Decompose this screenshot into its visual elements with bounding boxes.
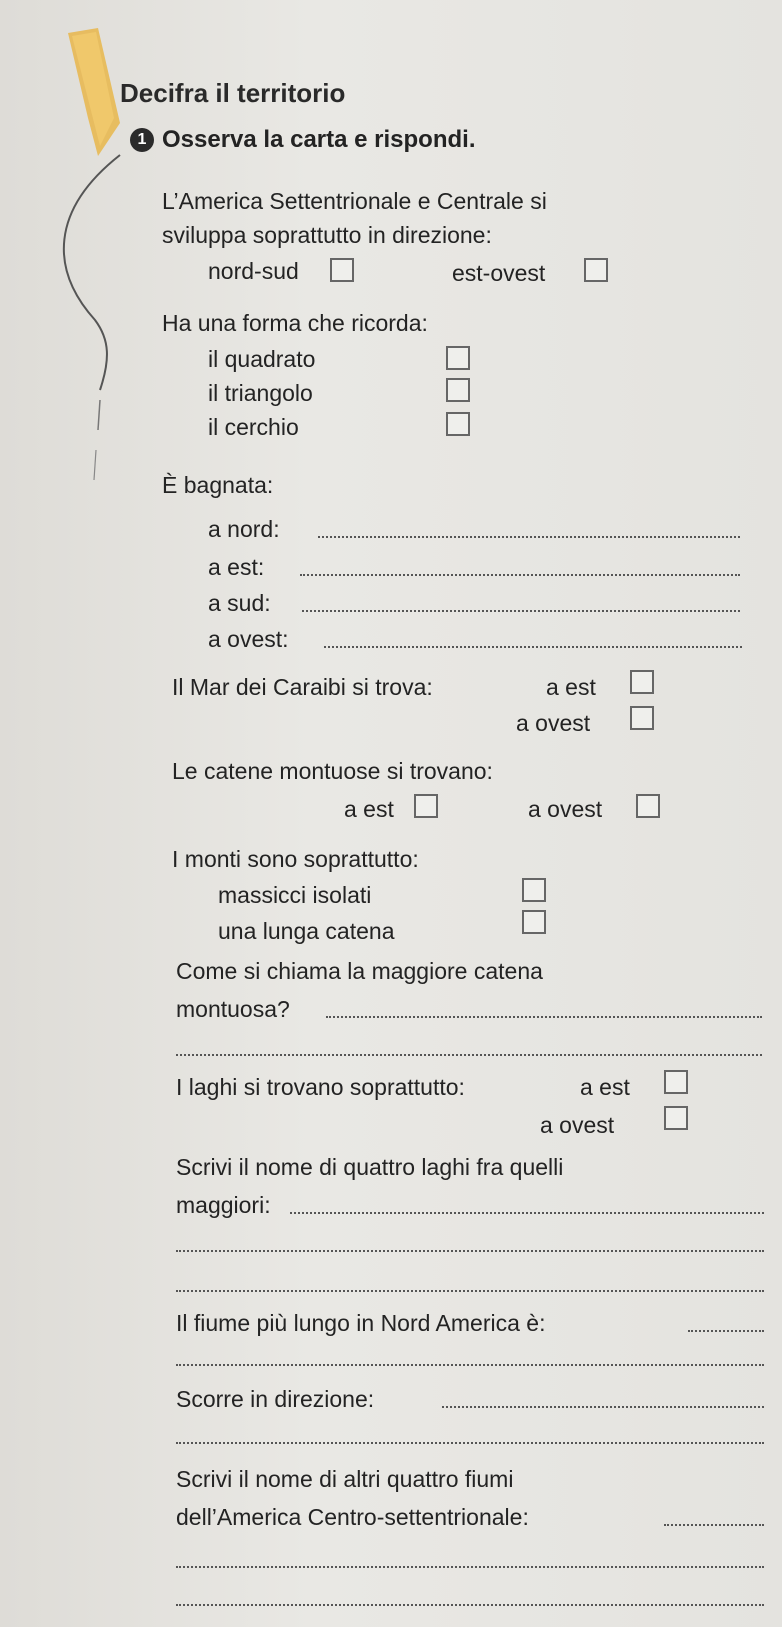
q11-text: Scorre in direzione: [176,1386,375,1412]
q2-option2-checkbox[interactable] [446,378,470,402]
q3-south-label: a sud: [208,590,271,616]
exercise-instruction: Osserva la carta e rispondi. [162,126,476,153]
q6-option1-checkbox[interactable] [522,878,546,902]
q9-text-line2: maggiori: [176,1192,271,1218]
q9-text-line1: Scrivi il nome di quattro laghi fra quelli [176,1154,564,1180]
q1-text-line1: L’America Settentrionale e Centrale si [162,188,547,214]
q11-answer-line[interactable] [442,1406,764,1408]
q7-text-line1: Come si chiama la maggiore catena [176,958,543,984]
q5-option-label: a est [344,796,394,822]
exercise-number-badge: 1 [130,128,154,152]
q2-option-label: il cerchio [208,414,299,440]
q12-answer-line[interactable] [176,1604,764,1606]
q8-text: I laghi si trovano soprattutto: [176,1074,465,1100]
q2-text: Ha una forma che ricorda: [162,310,428,336]
q9-answer-line[interactable] [290,1212,764,1214]
q12-text-line2: dell’America Centro-settentrionale: [176,1504,529,1530]
q3-text: È bagnata: [162,472,274,498]
q4-option1-checkbox[interactable] [630,670,654,694]
q3-east-answer-line[interactable] [300,574,740,576]
q12-answer-line[interactable] [664,1524,764,1526]
q9-answer-line[interactable] [176,1250,764,1252]
margin-curve-decoration [40,150,130,510]
q2-option3-checkbox[interactable] [446,412,470,436]
q7-text-line2: montuosa? [176,996,290,1022]
q12-answer-line[interactable] [176,1566,764,1568]
q5-option-label: a ovest [528,796,603,822]
q8-option2-checkbox[interactable] [664,1106,688,1130]
q5-text: Le catene montuose si trovano: [172,758,493,784]
q6-text: I monti sono soprattutto: [172,846,419,872]
q1-option1-checkbox[interactable] [330,258,354,282]
q11-answer-line[interactable] [176,1442,764,1444]
page-title: Decifra il territorio [120,78,346,108]
q2-option-label: il triangolo [208,380,313,406]
q8-option1-checkbox[interactable] [664,1070,688,1094]
q9-answer-line[interactable] [176,1290,764,1292]
bookmark-ribbon-icon [58,28,128,158]
q2-option1-checkbox[interactable] [446,346,470,370]
q1-text-line2: sviluppa soprattutto in direzione: [162,222,492,248]
q8-option-label: a ovest [540,1112,615,1138]
q4-option-label: a est [546,674,596,700]
q3-north-label: a nord: [208,516,280,542]
q6-option-label: una lunga catena [218,918,395,944]
q3-west-answer-line[interactable] [324,646,742,648]
q7-answer-line[interactable] [176,1054,762,1056]
q3-north-answer-line[interactable] [318,536,740,538]
q12-text-line1: Scrivi il nome di altri quattro fiumi [176,1466,514,1492]
q10-text: Il fiume più lungo in Nord America è: [176,1310,546,1336]
q1-option-label: est-ovest [452,260,546,286]
q3-west-label: a ovest: [208,626,289,652]
q6-option-label: massicci isolati [218,882,372,908]
q7-answer-line[interactable] [326,1016,762,1018]
q5-option2-checkbox[interactable] [636,794,660,818]
q3-east-label: a est: [208,554,265,580]
q10-answer-line[interactable] [176,1364,764,1366]
q4-option2-checkbox[interactable] [630,706,654,730]
q4-text: Il Mar dei Caraibi si trova: [172,674,433,700]
q5-option1-checkbox[interactable] [414,794,438,818]
q1-option-label: nord-sud [208,258,299,284]
q3-south-answer-line[interactable] [302,610,740,612]
q6-option2-checkbox[interactable] [522,910,546,934]
q2-option-label: il quadrato [208,346,316,372]
q10-answer-line[interactable] [688,1330,764,1332]
q4-option-label: a ovest [516,710,591,736]
q1-option2-checkbox[interactable] [584,258,608,282]
q8-option-label: a est [580,1074,630,1100]
